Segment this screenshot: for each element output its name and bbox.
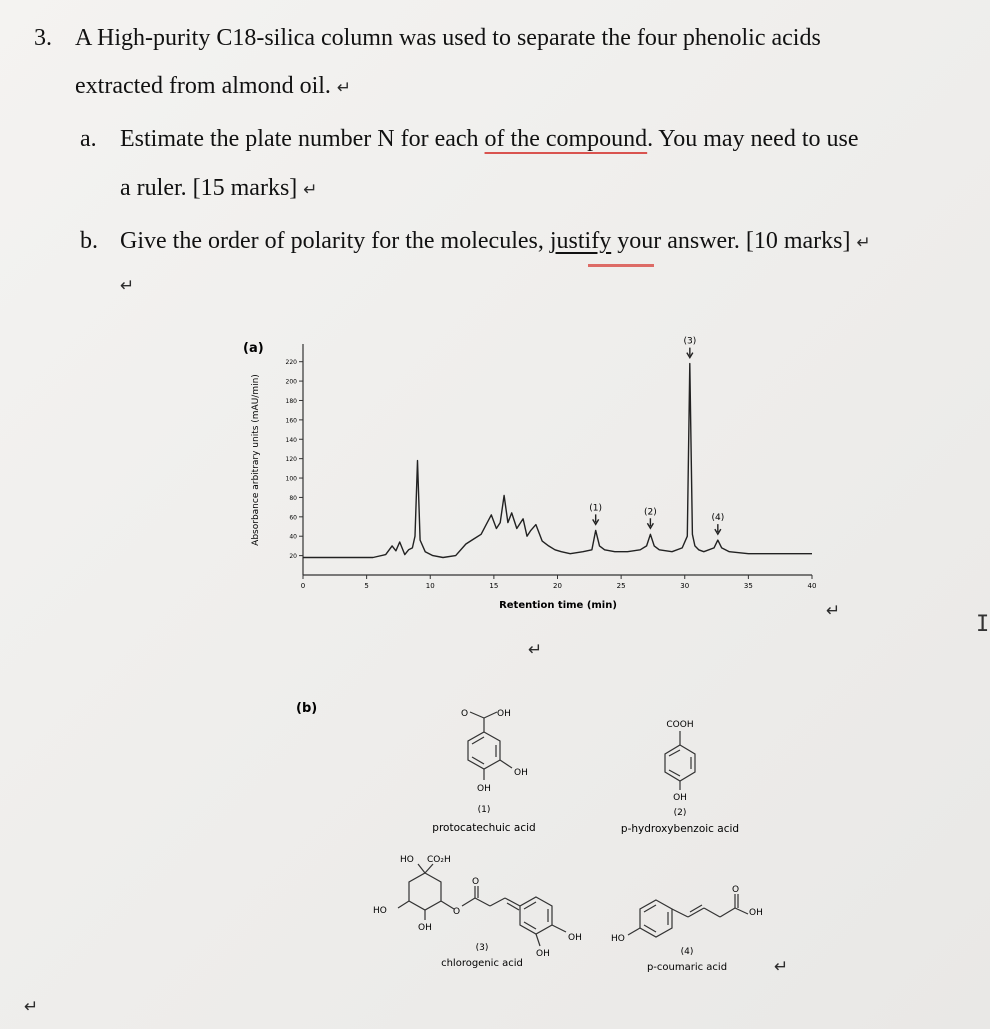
compound-3-group: OH	[418, 923, 432, 933]
x-tick-label: 0	[300, 582, 306, 590]
x-axis-label: Retention time (min)	[499, 600, 617, 611]
figure-a-panel-label: (a)	[243, 341, 264, 356]
y-tick-label: 80	[289, 494, 297, 502]
return-mark: ↵	[336, 78, 352, 98]
part-b-underlined-text: justify	[549, 228, 612, 254]
bond	[475, 898, 490, 906]
x-tick-label: 15	[489, 582, 499, 590]
compound-1-group: OH	[514, 768, 528, 778]
return-mark: ↵	[856, 233, 871, 253]
compound-1-group: O	[461, 709, 469, 719]
y-tick-label: 120	[285, 456, 297, 464]
y-tick-label: 40	[289, 533, 297, 541]
compound-4-group: O	[732, 885, 740, 895]
compound-2-group: COOH	[666, 720, 694, 730]
cyclohexane-ring	[409, 873, 441, 910]
x-tick-label: 5	[364, 582, 369, 590]
x-tick-label: 40	[807, 582, 817, 590]
peak-label: (2)	[644, 507, 657, 518]
part-a-line-2-text: a ruler. [15 marks]	[120, 175, 298, 201]
compound-3-group: HO	[373, 906, 387, 916]
question-line-2-text: extracted from almond oil.	[75, 73, 331, 99]
return-mark: ↵	[24, 997, 39, 1017]
return-mark: ↵	[303, 180, 318, 200]
bond	[672, 909, 688, 917]
compound-3-name: chlorogenic acid	[441, 958, 523, 969]
y-tick-label: 180	[285, 397, 297, 405]
bond	[735, 908, 748, 914]
return-mark: ↵	[528, 640, 543, 660]
figure-b-panel-label: (b)	[296, 701, 318, 716]
bond	[484, 712, 497, 718]
compound-1-name: protocatechuic acid	[432, 822, 536, 834]
compound-3-group: HO	[400, 855, 414, 865]
bond	[462, 898, 475, 906]
question-number: 3.	[34, 25, 52, 51]
part-a-underlined-text: of the compound	[484, 126, 648, 152]
compound-2-name: p-hydroxybenzoic acid	[620, 823, 740, 835]
compound-4-structure	[628, 894, 748, 937]
compound-1-group: OH	[477, 784, 491, 794]
compound-2-number: (2)	[673, 808, 687, 818]
x-tick-label: 20	[553, 582, 562, 590]
part-a-text-before: Estimate the plate number N for each	[120, 126, 485, 152]
x-tick-label: 35	[743, 582, 753, 590]
y-tick-label: 220	[285, 359, 297, 367]
x-tick-label: 25	[616, 582, 626, 590]
y-tick-label: 200	[285, 378, 297, 386]
bond	[552, 925, 566, 932]
part-a-label: a.	[80, 126, 97, 152]
compound-2-group: OH	[673, 793, 687, 803]
bond	[500, 760, 512, 768]
bond	[418, 864, 425, 873]
bond	[704, 908, 720, 917]
compound-3-structure	[398, 864, 566, 946]
compound-1-structure	[468, 712, 512, 780]
bond	[505, 898, 520, 906]
y-tick-label: 20	[289, 553, 297, 561]
part-b-text-before: Give the order of polarity for the molecules,	[120, 228, 550, 254]
peak-label: (3)	[683, 336, 697, 347]
compound-3-group: O	[453, 907, 461, 917]
bond	[470, 712, 484, 718]
compound-4-number: (4)	[680, 947, 694, 957]
compound-1-number: (1)	[477, 805, 491, 815]
y-tick-label: 60	[289, 514, 297, 522]
x-tick-label: 10	[425, 582, 435, 590]
part-b-label: b.	[80, 228, 98, 254]
part-b-text-after: your answer. [10 marks]	[611, 228, 851, 254]
bond	[425, 864, 433, 873]
compound-2-structure	[665, 731, 695, 790]
compound-3-group: OH	[536, 949, 550, 959]
double-bond	[690, 905, 702, 912]
compound-3-group: OH	[568, 933, 582, 943]
return-mark: ↵	[774, 957, 789, 977]
y-axis-label: Absorbance arbitrary units (mAU/min)	[251, 374, 261, 546]
compound-4-group: OH	[749, 908, 763, 918]
return-mark: ↵	[826, 601, 841, 621]
bond	[490, 898, 505, 906]
x-tick-label: 30	[680, 582, 690, 590]
return-mark: ↵	[120, 276, 135, 296]
bond	[688, 908, 704, 917]
bond	[536, 934, 540, 946]
question-line-1-text: A High-purity C18-silica column was used to separate the four phenolic acids	[75, 25, 821, 51]
bond	[720, 908, 735, 917]
peak-label: (1)	[589, 503, 603, 514]
peak-label: (4)	[711, 513, 725, 524]
text-cursor-icon: I	[976, 612, 990, 637]
compound-3-number: (3)	[475, 943, 489, 953]
bond	[628, 928, 640, 935]
compound-1-group: OH	[497, 709, 511, 719]
compound-4-group: HO	[611, 934, 625, 944]
bond	[398, 901, 409, 908]
y-tick-label: 140	[285, 436, 297, 444]
y-tick-label: 100	[285, 475, 297, 483]
compound-3-group: CO₂H	[427, 855, 451, 865]
compound-4-name: p-coumaric acid	[646, 962, 728, 973]
compound-3-group: O	[472, 877, 480, 887]
part-a-text-after: . You may need to use	[647, 126, 859, 152]
y-tick-label: 160	[285, 417, 297, 425]
